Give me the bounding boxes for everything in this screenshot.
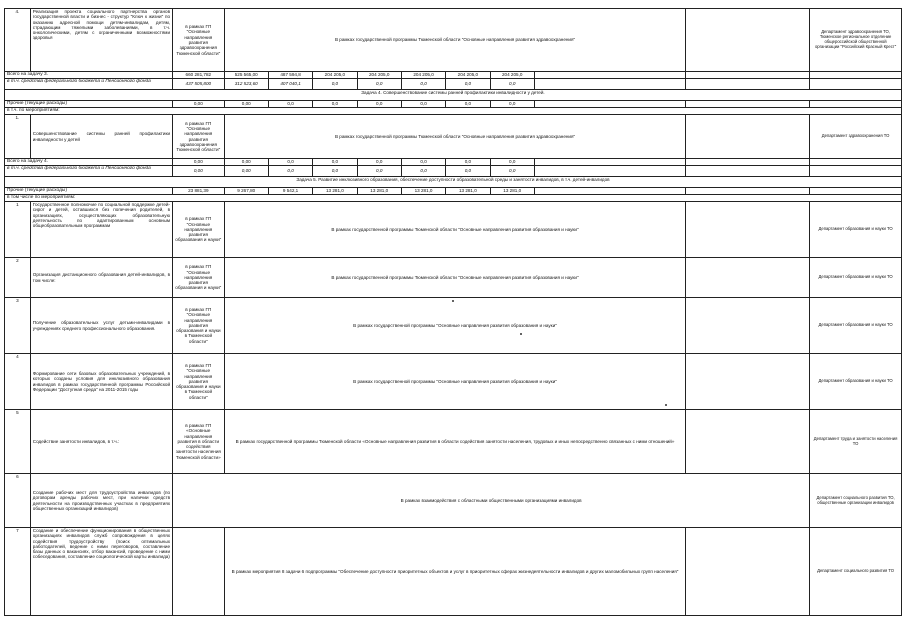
table-row (5, 9, 902, 72)
other-expenses-label: Прочие (текущие расходы) (5, 188, 173, 195)
row-number: 4. (5, 9, 31, 72)
responsible-party: Департамент образования и науки ТО (810, 354, 902, 410)
table-row (5, 166, 902, 177)
table-row (5, 258, 902, 298)
measure-text: Создание рабочих мест для трудоустройства инвалидов (по договорам аренды рабочих мест, при наличии средств деятельности на производственных участках в предприятиях общественных организаций инвалидов) (30, 474, 172, 528)
value-cell: 0,0 (401, 79, 445, 90)
value-cell: 0,00 (173, 166, 225, 177)
funding-source: в рамках ГП "Основные направления развития здравоохранения Тюменской области" (173, 9, 225, 72)
total-label: Всего на задачу 4. (5, 159, 173, 166)
value-cell: 0,0 (357, 159, 401, 166)
value-cell: 0,0 (313, 101, 357, 108)
value-cell: 0,0 (313, 166, 357, 177)
table-row (5, 410, 902, 474)
value-cell: 0,0 (401, 101, 445, 108)
funding-source: в рамках ГП "Основные направления развития образования и науки" (173, 202, 225, 258)
funding-source: в рамках ГП «Основные направления развития в области содействия занятости населения Тюменской области» (173, 410, 225, 474)
table-row (5, 195, 902, 202)
including-label: в том числе по мероприятиям: (5, 195, 902, 202)
row-number: 5 (5, 410, 31, 474)
table-row (5, 108, 902, 115)
value-cell: 0,0 (446, 166, 490, 177)
funding-source: в рамках ГП "Основные направления развития образования и науки в Тюменской области" (173, 298, 225, 354)
row-number: 4 (5, 354, 31, 410)
value-cell: 13 281,0 (401, 188, 445, 195)
measure-description: В рамках государственной программы Тюменской области "Основные направления развития здравоохранения" (224, 115, 686, 159)
program-table (4, 8, 902, 616)
value-cell: 0,0 (357, 101, 401, 108)
table-row (5, 202, 902, 258)
value-cell: 660 281,782 (173, 72, 225, 79)
value-cell: 0,0 (401, 166, 445, 177)
measure-text: Организация дистанционного образования детей-инвалидов, в том числе: (30, 258, 172, 298)
table-row (5, 159, 902, 166)
funding-source: в рамках ГП "Основные направления развития образования и науки" (173, 258, 225, 298)
value-cell: 204 205,0 (401, 72, 445, 79)
value-cell: 0,0 (268, 159, 312, 166)
value-cell: 0,0 (490, 166, 534, 177)
value-cell: 407 040,1 (268, 79, 312, 90)
value-cell: 0,0 (446, 101, 490, 108)
measure-description: В рамках государственной программы Тюменской области "Основные направления развития образования и науки" (224, 202, 686, 258)
value-cell: 9 267,80 (224, 188, 268, 195)
responsible-party: Департамент социального развития ТО, общественные организации инвалидов (810, 474, 902, 528)
value-cell: 0,0 (313, 79, 357, 90)
measure-description: В рамках государственной программы Тюменской области «Основные направления развития в области содействия занятости населения, трудовых и иных непосредственно связанных с ними отношений» (224, 410, 686, 474)
measure-description: В рамках государственной программы Тюменской области "Основные направления развития здравоохранения" (224, 9, 686, 72)
value-cell: 0,0 (268, 166, 312, 177)
empty-cell (686, 9, 810, 72)
value-cell: 0,0 (401, 159, 445, 166)
value-cell: 13 281,0 (490, 188, 534, 195)
value-cell: 0,00 (173, 101, 225, 108)
responsible-party: Департамент социального развития ТО (810, 528, 902, 616)
funding-source: в рамках ГП "Основные направления развития здравоохранения Тюменской области" (173, 115, 225, 159)
value-cell: 525 565,00 (224, 72, 268, 79)
value-cell: 0,00 (224, 159, 268, 166)
responsible-party: Департамент образования и науки ТО (810, 258, 902, 298)
federal-label: в т.ч. средства федерального бюджета и Пенсионного фонда (5, 166, 173, 177)
value-cell: 0,00 (224, 166, 268, 177)
table-row (5, 188, 902, 195)
task-title: Задача 4. Совершенствование системы ранней профилактики инвалидности у детей. (5, 90, 902, 101)
value-cell: 0,0 (268, 101, 312, 108)
value-cell: 13 281,0 (357, 188, 401, 195)
value-cell: 13 281,0 (446, 188, 490, 195)
value-cell: 487 594,8 (268, 72, 312, 79)
table-row (5, 474, 902, 528)
scan-speck (665, 404, 667, 406)
including-label: в т.ч. по мероприятиям: (5, 108, 902, 115)
value-cell: 204 205,0 (313, 72, 357, 79)
table-row (5, 177, 902, 188)
table-row (5, 528, 902, 616)
row-number: 1 (5, 202, 31, 258)
table-row (5, 298, 902, 354)
value-cell: 0,0 (490, 101, 534, 108)
value-cell: 312 523,60 (224, 79, 268, 90)
responsible-party: Департамент труда и занятости населения ТО (810, 410, 902, 474)
value-cell: 0,0 (313, 159, 357, 166)
value-cell: 0,00 (173, 159, 225, 166)
table-row (5, 79, 902, 90)
measure-text: Содействие занятости инвалидов, в т.ч.: (30, 410, 172, 474)
table-row (5, 354, 902, 410)
value-cell: 204 205,0 (490, 72, 534, 79)
row-number: 6 (5, 474, 31, 528)
measure-description: В рамках государственной программы "Основные направления развития образования и науки" (224, 298, 686, 354)
table-row (5, 72, 902, 79)
scan-speck (520, 333, 522, 335)
value-cell: 0,0 (490, 159, 534, 166)
total-label: Всего на задачу 3. (5, 72, 173, 79)
measure-text: Получение образовательных услуг детьми-инвалидами в учреждениях среднего профессионального образования. (30, 298, 172, 354)
responsible-party: Департамент здравоохранения ТО, Тюменское региональное отделение общероссийской общественной организации "Российский Красный Крест" (810, 9, 902, 72)
measure-text: Формирование сети базовых образовательных учреждений, в которых созданы условия для инклюзивного образования инвалидов в рамках государственной программы Российской Федерации "Доступная среда" на 2011-2015 годы (30, 354, 172, 410)
responsible-party: Департамент здравоохранения ТО (810, 115, 902, 159)
value-cell: 204 205,0 (446, 72, 490, 79)
measure-description: В рамках мероприятия 8 задачи 6 подпрограммы "Обеспечение доступности приоритетных объектов и услуг в приоритетных сферах жизнедеятельности инвалидов и других маломобильных групп населения" (224, 528, 686, 616)
table-row (5, 115, 902, 159)
value-cell: 0,0 (490, 79, 534, 90)
measure-text: Создание и обеспечение функционирования в общественных организациях инвалидов служб сопровождения в целях содействия трудоустройству (поиск оптимальных работодателей, ведение с ними переговоров, составление базы данных о вакансиях, отбор вакансий, проведение с ними собеседования, составление социологической карты инвалида) (30, 528, 172, 616)
value-cell: 437 505,800 (173, 79, 225, 90)
table-row (5, 90, 902, 101)
measure-description: В рамках взаимодействия с областными общественными организациями инвалидов (173, 474, 810, 528)
funding-source (173, 528, 225, 616)
other-expenses-label: Прочие (текущие расходы) (5, 101, 173, 108)
measure-text: Реализация проекта социального партнерства органов государственной власти и бизнес - структур "Ключ к жизни" по оказанию адресной помощи детям-инвалидам, детям, страдающим тяжелыми заболеваниями, в т.ч. онкологическими, детям с ограниченными возможностями здоровья (30, 9, 172, 72)
row-number: 1. (5, 115, 31, 159)
measure-description: В рамках государственной программы "Основные направления развития образования и науки" (224, 354, 686, 410)
value-cell: 23 881,39 (173, 188, 225, 195)
federal-label: в т.ч. средства федерального бюджета и Пенсионного фонда (5, 79, 173, 90)
scan-speck (452, 300, 454, 302)
row-number: 3 (5, 298, 31, 354)
measure-description: В рамках государственной программы Тюменской области "Основные направления развития образования и науки" (224, 258, 686, 298)
table-row (5, 101, 902, 108)
funding-source: в рамках ГП "Основные направления развития образования и науки в Тюменской области" (173, 354, 225, 410)
responsible-party: Департамент образования и науки ТО (810, 298, 902, 354)
value-cell: 0,0 (446, 79, 490, 90)
value-cell: 0,0 (357, 79, 401, 90)
row-number: 2 (5, 258, 31, 298)
measure-text: Государственное полномочие по социальной поддержке детей-сирот и детей, оставшихся без попечения родителей, в организациях, осуществляющих образовательную деятельность по адаптированным основным общеобразовательным программам (30, 202, 172, 258)
responsible-party: Департамент образования и науки ТО (810, 202, 902, 258)
task-title: Задача 5. Развитие инклюзивного образования, обеспечение доступности образовательной среды и занятости инвалидов, в т.ч. детей-инвалидов (5, 177, 902, 188)
measure-text: Совершенствование системы ранней профилактики инвалидности у детей (30, 115, 172, 159)
value-cell: 0,0 (446, 159, 490, 166)
row-number: 7 (5, 528, 31, 616)
value-cell: 9 542,1 (268, 188, 312, 195)
value-cell: 13 281,0 (313, 188, 357, 195)
value-cell: 204 205,0 (357, 72, 401, 79)
value-cell: 0,00 (224, 101, 268, 108)
value-cell: 0,0 (357, 166, 401, 177)
